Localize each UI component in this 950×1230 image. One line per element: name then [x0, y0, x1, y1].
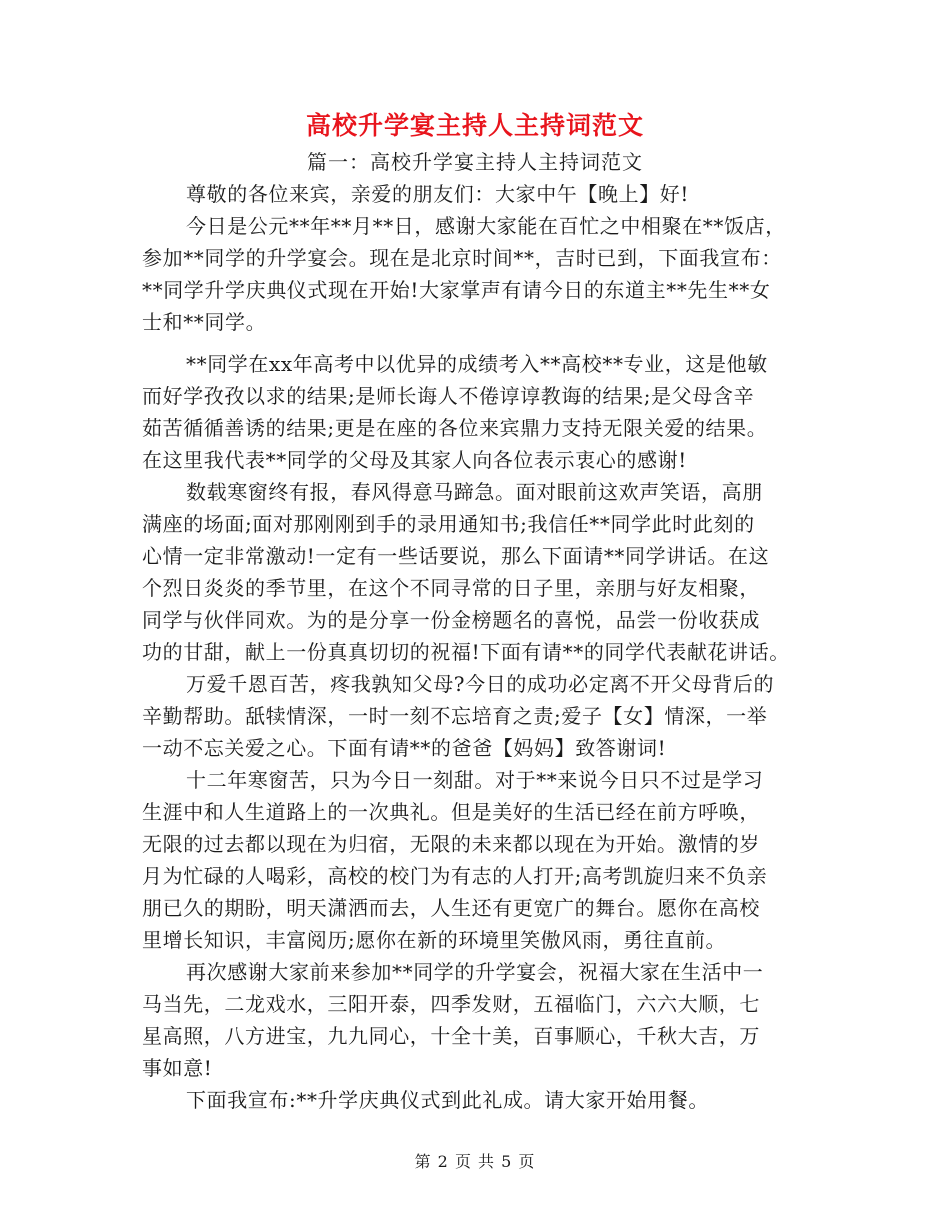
text-line: 今日是公元**年**月**日，感谢大家能在百忙之中相聚在**饭店，	[186, 214, 786, 238]
text-line: 同学与伙伴同欢。为的是分享一份金榜题名的喜悦，品尝一份收获成	[142, 608, 760, 632]
text-line: 一动不忘关爱之心。下面有请**的爸爸【妈妈】致答谢词!	[142, 736, 667, 760]
text-line: 在这里我代表**同学的父母及其家人向各位表示衷心的感谢!	[142, 448, 687, 472]
text-line: 数载寒窗终有报，春风得意马蹄急。面对眼前这欢声笑语，高朋	[186, 480, 763, 504]
text-line: **同学在xx年高考中以优异的成绩考入**高校**专业，这是他敏	[186, 352, 768, 376]
text-line: 而好学孜孜以求的结果;是师长诲人不倦谆谆教诲的结果;是父母含辛	[142, 384, 755, 408]
text-line: 朋已久的期盼，明天潇洒而去，人生还有更宽广的舞台。愿你在高校	[142, 896, 760, 920]
text-line: 满座的场面;面对那刚刚到手的录用通知书;我信任**同学此时此刻的	[142, 512, 755, 536]
page-number-footer: 第 2 页 共 5 页	[414, 1152, 536, 1171]
document-subtitle: 篇一：高校升学宴主持人主持词范文	[307, 150, 643, 174]
text-line: 辛勤帮助。舐犊情深，一时一刻不忘培育之责;爱子【女】情深，一举	[142, 704, 768, 728]
text-line: 生涯中和人生道路上的一次典礼。但是美好的生活已经在前方呼唤，	[142, 800, 760, 824]
text-line: 心情一定非常激动!一定有一些话要说，那么下面请**同学讲话。在这	[142, 544, 770, 568]
text-line: 下面我宣布:**升学庆典仪式到此礼成。请大家开始用餐。	[186, 1088, 709, 1112]
text-line: 功的甘甜，献上一份真真切切的祝福!下面有请**的同学代表献花讲话。	[142, 640, 790, 664]
text-line: 士和**同学。	[142, 310, 267, 334]
text-line: 无限的过去都以现在为归宿，无限的未来都以现在为开始。激情的岁	[142, 832, 760, 856]
text-line: 月为忙碌的人喝彩，高校的校门为有志的人打开;高考凯旋归来不负亲	[142, 864, 768, 888]
text-line: 参加**同学的升学宴会。现在是北京时间**，吉时已到，下面我宣布：	[142, 246, 782, 270]
text-line: 马当先，二龙戏水，三阳开泰，四季发财，五福临门，六六大顺，七	[142, 992, 760, 1016]
text-line: 事如意!	[142, 1056, 213, 1080]
text-line: 星高照，八方进宝，九九同心，十全十美，百事顺心，千秋大吉，万	[142, 1024, 760, 1048]
text-line: 里增长知识，丰富阅历;愿你在新的环境里笑傲风雨，勇往直前。	[142, 928, 727, 952]
document-body	[142, 178, 822, 1116]
text-line: 十二年寒窗苦，只为今日一刻甜。对于**来说今日只不过是学习	[186, 768, 764, 792]
text-line: 万爱千恩百苦，疼我孰知父母?今日的成功必定离不开父母背后的	[186, 672, 775, 696]
text-line: 尊敬的各位来宾，亲爱的朋友们：大家中午【晚上】好!	[186, 182, 690, 206]
text-line: 茹苦循循善诱的结果;更是在座的各位来宾鼎力支持无限关爱的结果。	[142, 416, 768, 440]
text-line: 再次感谢大家前来参加**同学的升学宴会，祝福大家在生活中一	[186, 960, 764, 984]
text-line: 个烈日炎炎的季节里，在这个不同寻常的日子里，亲朋与好友相聚，	[142, 576, 760, 600]
text-line: **同学升学庆典仪式现在开始!大家掌声有请今日的东道主**先生**女	[142, 278, 771, 302]
document-title: 高校升学宴主持人主持词范文	[305, 111, 644, 140]
